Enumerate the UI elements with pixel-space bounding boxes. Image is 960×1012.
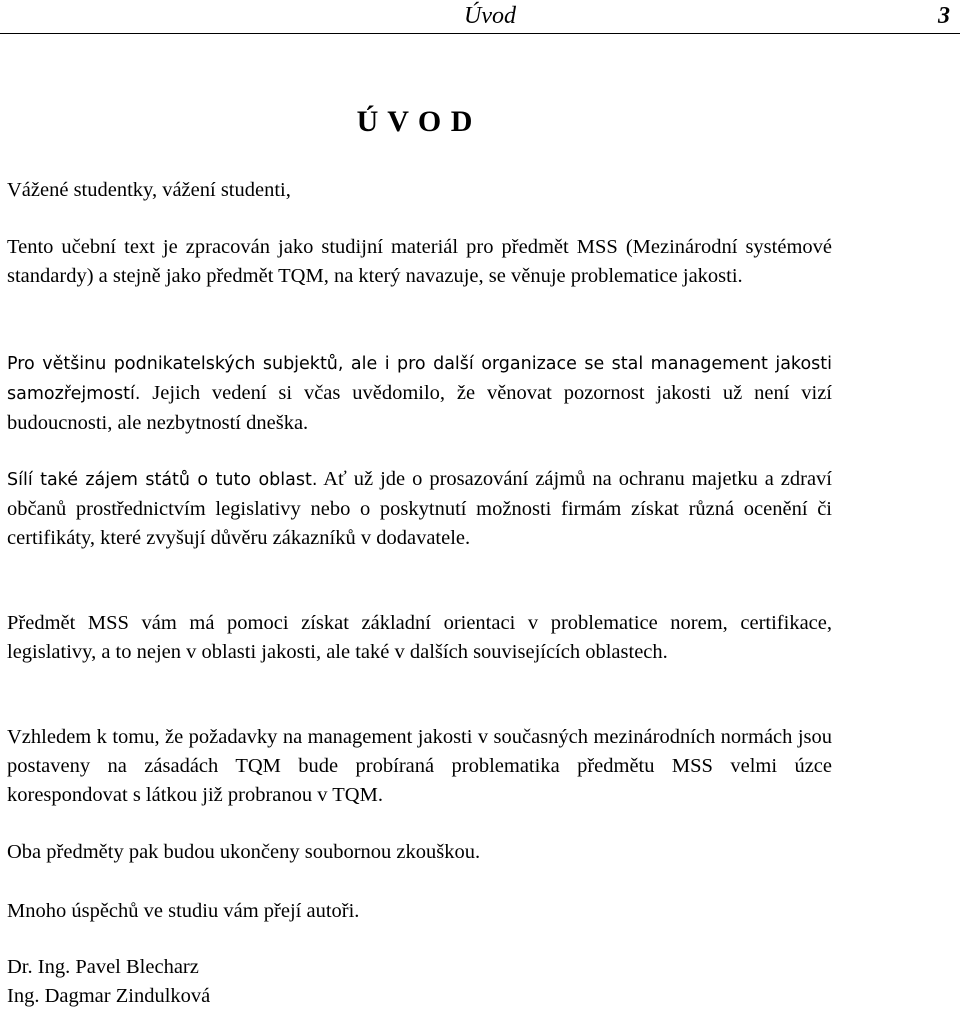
paragraph-6 bbox=[7, 838, 832, 867]
paragraph-5-text: Vzhledem k tomu, že požadavky na management jakosti v současných mezinárodních normách jsou postaveny na zásadách TQM bude probíraná problematika předmětu MSS velmi úzce korespondovat s látkou již probranou v TQM. bbox=[7, 726, 832, 806]
paragraph-2-rest: Jejich vedení si včas uvědomilo, že věnovat pozornost jakosti už není vizí budoucnosti, ale nezbytností dneška. bbox=[7, 382, 833, 434]
paragraph-3-text bbox=[7, 465, 832, 553]
paragraph-4 bbox=[7, 609, 832, 667]
closing bbox=[7, 897, 832, 926]
paragraph-3-rest: Ať už jde o prosazování zájmů na ochranu majetku a zdraví občanů prostřednictvím legislativy nebo o poskytnutí možnosti firmám získat různá ocenění či certifikáty, které zvyšují důvěru zákazníků v dodavatele. bbox=[7, 468, 832, 549]
paragraph-1 bbox=[7, 233, 832, 291]
author-2 bbox=[7, 982, 832, 1011]
paragraph-6-text: Oba předměty pak budou ukončeny soubornou zkouškou. bbox=[7, 841, 481, 863]
closing-text: Mnoho úspěchů ve studiu vám přejí autoři. bbox=[7, 900, 360, 922]
author-1-name: Dr. Ing. Pavel Blecharz bbox=[7, 956, 199, 978]
page-header bbox=[0, 0, 960, 34]
paragraph-2 bbox=[7, 349, 832, 438]
paragraph-1-text: Tento učební text je zpracován jako studijní materiál pro předmět MSS (Mezinárodní systémové standardy) a stejně jako předmět TQM, na který navazuje, se věnuje problematice jakosti. bbox=[7, 236, 832, 287]
paragraph-3 bbox=[7, 465, 832, 553]
running-header-title: Úvod bbox=[464, 3, 516, 29]
greeting-text: Vážené studentky, vážení studenti, bbox=[7, 179, 291, 201]
chapter-heading: Ú V O D bbox=[356, 105, 474, 138]
header-divider bbox=[0, 33, 960, 34]
paragraph-2-lead: Pro většinu podnikatelských subjektů, ale i pro další organizace se stal management jakosti samozřejmostí. bbox=[7, 354, 832, 404]
paragraph-4-text: Předmět MSS vám má pomoci získat základní orientaci v problematice norem, certifikace, legislativy, a to nejen v oblasti jakosti, ale také v dalších souvisejících oblastech. bbox=[7, 612, 832, 663]
paragraph-3-lead: Sílí také zájem států o tuto oblast. bbox=[7, 470, 318, 490]
author-2-name: Ing. Dagmar Zindulková bbox=[7, 985, 211, 1007]
paragraph-5 bbox=[7, 723, 832, 810]
paragraph-2-text bbox=[7, 349, 832, 438]
page-number: 3 bbox=[938, 3, 950, 29]
greeting bbox=[7, 176, 832, 205]
author-1 bbox=[7, 953, 832, 982]
